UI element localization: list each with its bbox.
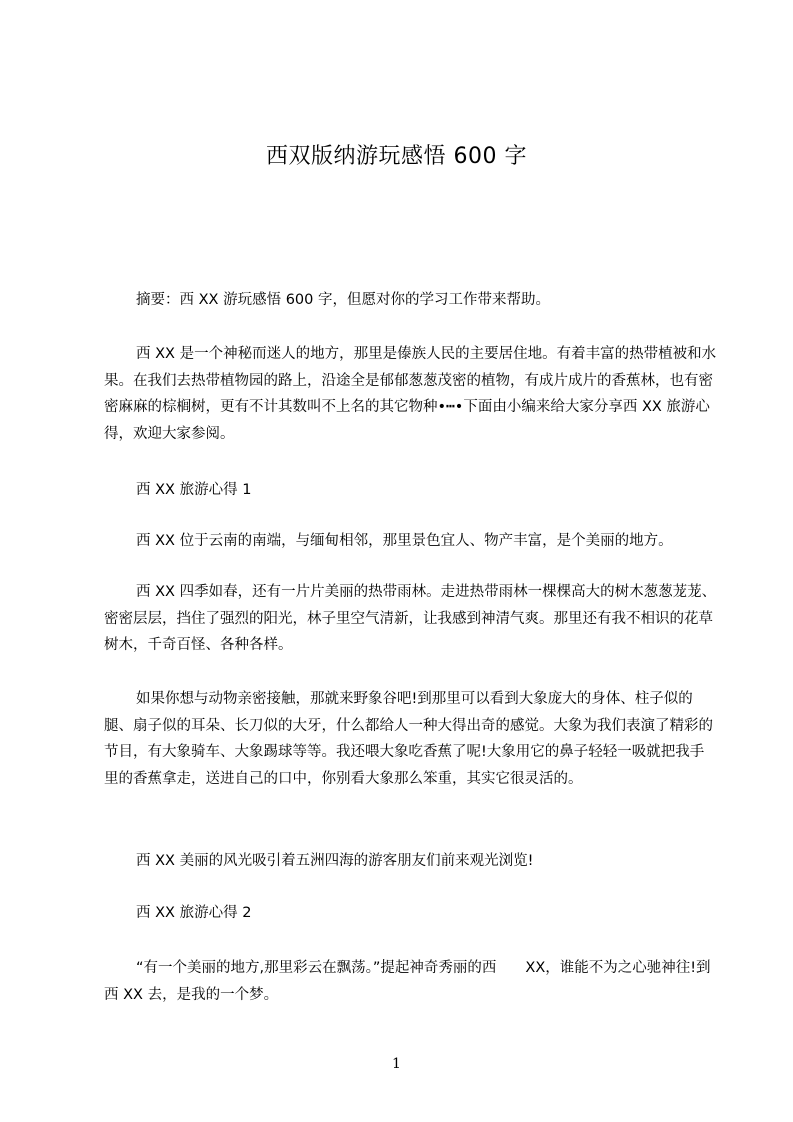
body-paragraph: 西 XX 美丽的风光吸引着五洲四海的游客朋友们前来观光浏览! (136, 853, 534, 869)
body-paragraph: 西 XX 位于云南的南端，与缅甸相邻，那里景色宜人、物产丰富，是个美丽的地方。 (136, 533, 673, 549)
abstract-paragraph: 摘要：西 XX 游玩感悟 600 字，但愿对你的学习工作带来帮助。 (136, 292, 550, 308)
body-paragraph: 西 XX 四季如春，还有一片片美丽的热带雨林。走进热带雨林一棵棵高大的树木葱葱茏茏、密密层层，挡住了强烈的阳光，林子里空气清新，让我感到神清气爽。那里还有我不相识的花草树木，千奇百怪、各种各样。 (104, 584, 717, 653)
section-heading-1: 西 XX 旅游心得 1 (136, 482, 252, 498)
page-number: 1 (392, 1056, 401, 1072)
intro-paragraph: 西 XX 是一个神秘而迷人的地方，那里是傣族人民的主要居住地。有着丰富的热带植被和水果。在我们去热带植物园的路上，沿途全是郁郁葱葱茂密的植物，有成片成片的香蕉林，也有密密麻麻的棕榈树，更有不计其数叫不上名的其它物种•┅•下面由小编来给大家分享西 XX 旅游心得，欢迎大家参阅。 (104, 346, 717, 442)
document-title: 西双版纳游玩感悟 600 字 (266, 144, 527, 169)
body-paragraph: “有一个美丽的地方,那里彩云在飘荡。”提起神奇秀丽的西 XX，谁能不为之心驰神往!到西 XX 去，是我的一个梦。 (104, 960, 711, 1003)
section-heading-2: 西 XX 旅游心得 2 (136, 905, 252, 921)
body-paragraph: 如果你想与动物亲密接触，那就来野象谷吧!到那里可以看到大象庞大的身体、柱子似的腿、扇子似的耳朵、长刀似的大牙，什么都给人一种大得出奇的感觉。大象为我们表演了精彩的节目，有大象骑车、大象踢球等等。我还喂大象吃香蕉了呢!大象用它的鼻子轻轻一吸就把我手里的香蕉拿走，送进自己的口中，你别看大象那么笨重，其实它很灵活的。 (104, 691, 713, 787)
